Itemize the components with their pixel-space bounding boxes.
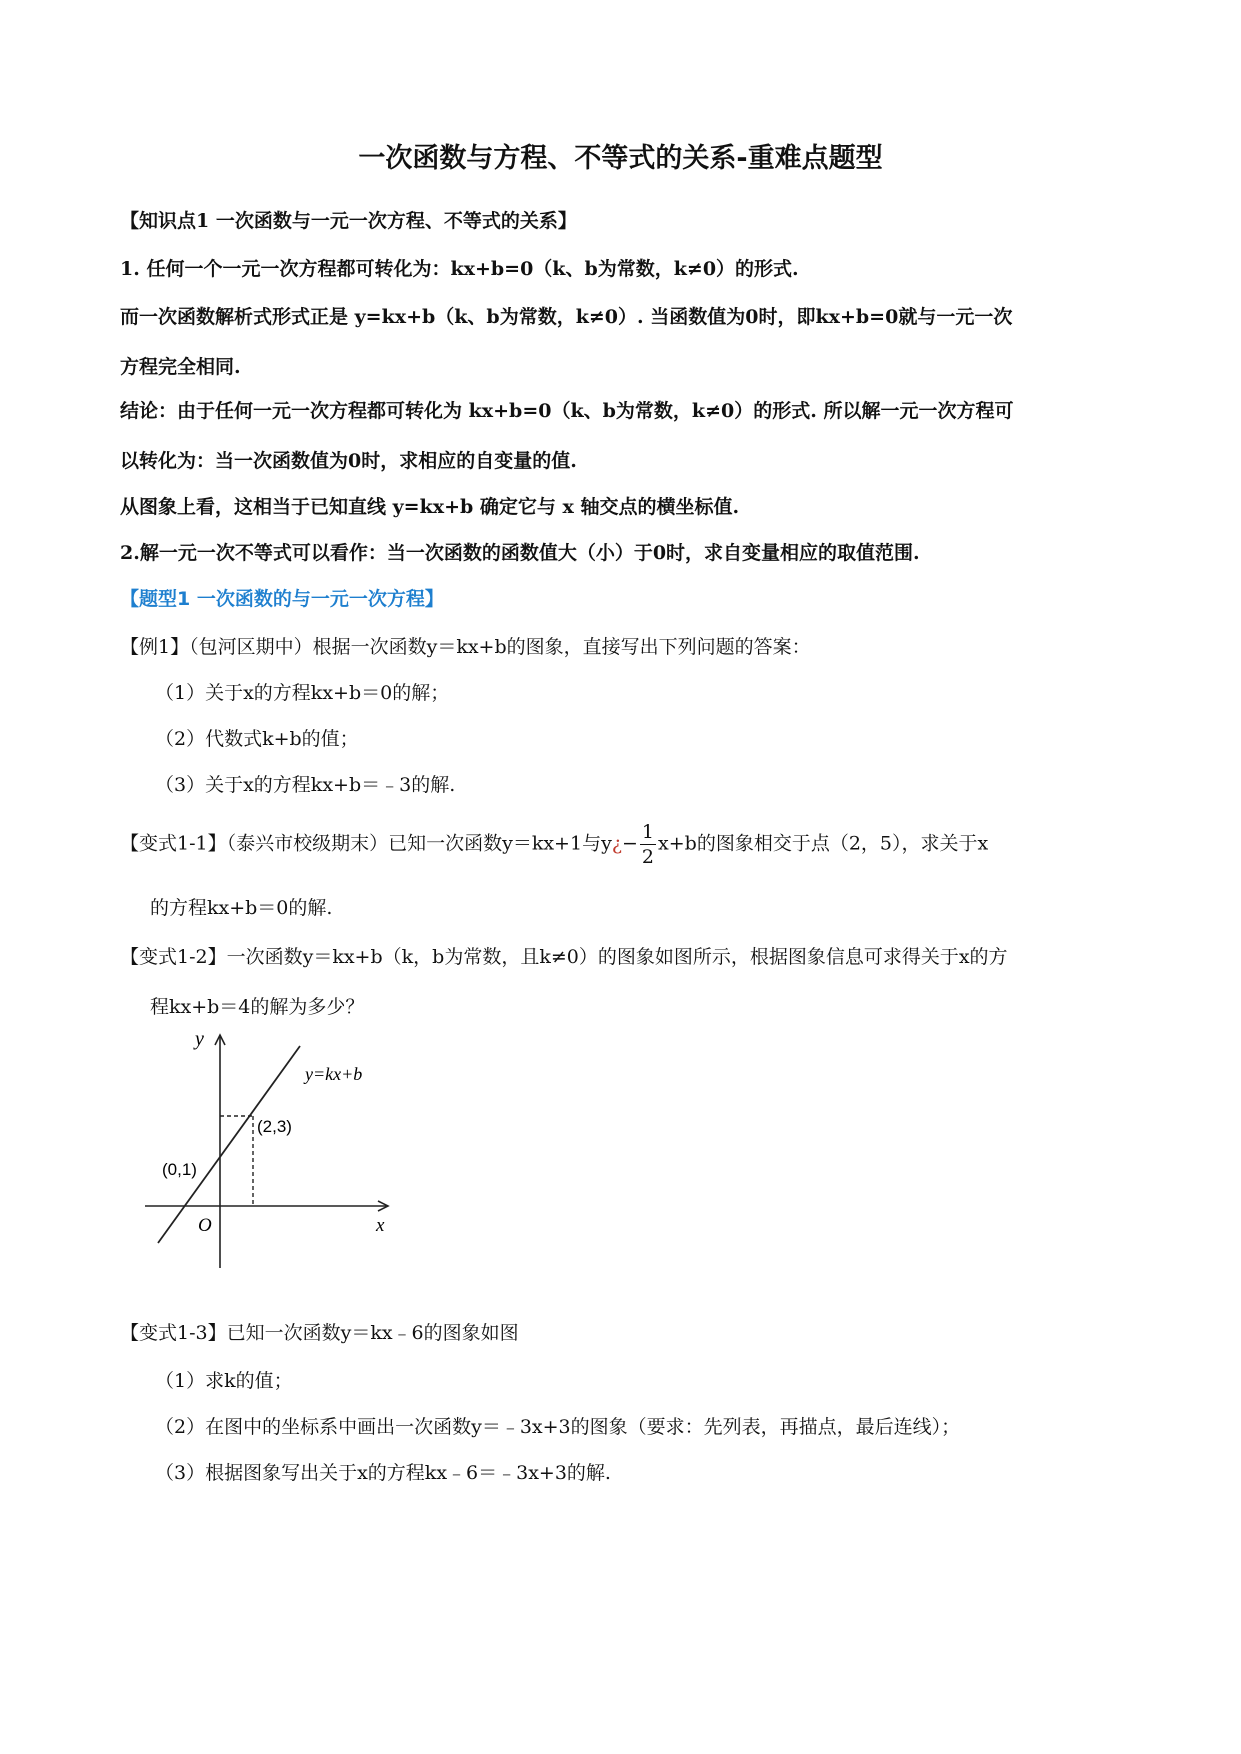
knowledge-paragraph-1: 1. 任何一个一元一次方程都可转化为：kx+b=0（k、b为常数，k≠0）的形式. — [120, 258, 799, 280]
variant-1-2-line-1: 【变式1-2】一次函数y＝kx+b（k，b为常数，且k≠0）的图象如图所示，根据图象信息可求得关于x的方 — [120, 946, 1008, 968]
example1-question-2: （2）代数式k+b的值； — [155, 728, 359, 750]
variant-1-2-line-2: 程kx+b＝4的解为多少？ — [150, 996, 365, 1018]
example1-question-3: （3）关于x的方程kx+b＝﹣3的解. — [155, 774, 456, 796]
variant-1-3-question-3: （3）根据图象写出关于x的方程kx﹣6＝﹣3x+3的解. — [155, 1462, 611, 1484]
function-line — [158, 1046, 300, 1243]
knowledge-conclusion-a: 结论：由于任何一元一次方程都可转化为 kx+b=0（k、b为常数，k≠0）的形式. 所以解一元一次方程可 — [120, 400, 1014, 422]
y-axis-label: y — [195, 1028, 204, 1050]
point-0-1-label: (0,1) — [162, 1160, 197, 1179]
knowledge-conclusion-b: 以转化为：当一次函数值为0时，求相应的自变量的值. — [120, 450, 577, 472]
fraction-denominator: 2 — [641, 846, 655, 868]
example1-stem: 【例1】（包河区期中）根据一次函数y＝kx+b的图象，直接写出下列问题的答案： — [120, 636, 811, 658]
knowledge-inequality-note: 2.解一元一次不等式可以看作：当一次函数的函数值大（小）于0时，求自变量相应的取值范围. — [120, 542, 920, 564]
variant-1-1-minus: − — [622, 832, 638, 855]
coordinate-graph — [140, 1025, 400, 1275]
origin-label: O — [198, 1215, 212, 1236]
variant-1-3-stem: 【变式1-3】已知一次函数y＝kx﹣6的图象如图 — [120, 1322, 519, 1344]
variant-1-3-question-2: （2）在图中的坐标系中画出一次函数y＝﹣3x+3的图象（要求：先列表，再描点，最后连线）； — [155, 1416, 961, 1438]
line-equation-label: y=kx+b — [305, 1064, 363, 1084]
knowledge-paragraph-2b: 方程完全相同. — [120, 356, 241, 378]
variant-1-1-text-post: x+b的图象相交于点（2，5），求关于x — [658, 832, 989, 855]
fraction-numerator: 1 — [641, 821, 655, 843]
knowledge-paragraph-2a: 而一次函数解析式形式正是 y=kx+b（k、b为常数，k≠0）. 当函数值为0时，即kx+b=0就与一元一次 — [120, 306, 1013, 328]
page-title: 一次函数与方程、不等式的关系-重难点题型 — [358, 143, 883, 174]
variant-1-1-stem — [120, 820, 988, 869]
knowledge-heading: 【知识点1 一次函数与一元一次方程、不等式的关系】 — [120, 210, 577, 232]
knowledge-graph-note: 从图象上看，这相当于已知直线 y=kx+b 确定它与 x 轴交点的横坐标值. — [120, 496, 740, 518]
one-half-fraction — [640, 820, 656, 869]
variant-1-1-mark: ¿ — [611, 832, 622, 855]
type1-heading: 【题型1 一次函数的与一元一次方程】 — [120, 588, 444, 610]
variant-1-1-text-pre: 【变式1-1】（泰兴市校级期末）已知一次函数y＝kx+1与y — [120, 832, 612, 855]
variant-1-1-line-2: 的方程kx+b＝0的解. — [150, 897, 333, 919]
example1-question-1: （1）关于x的方程kx+b＝0的解； — [155, 682, 450, 704]
variant-1-3-question-1: （1）求k的值； — [155, 1370, 293, 1392]
point-2-3-label: (2,3) — [257, 1117, 292, 1136]
x-axis-label: x — [376, 1215, 385, 1236]
